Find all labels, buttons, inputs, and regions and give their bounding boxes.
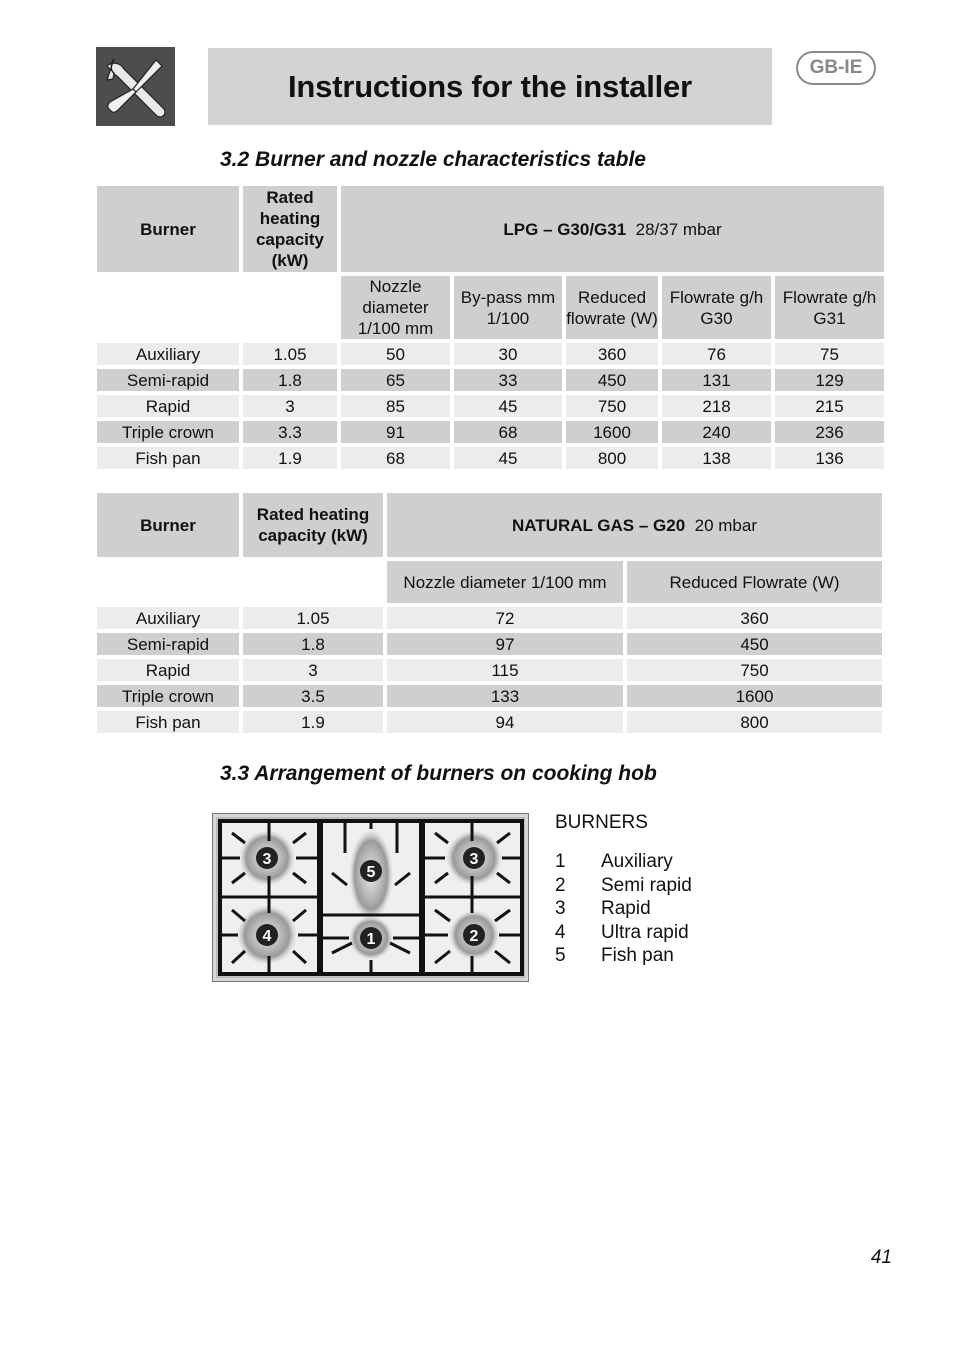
cell: 360 bbox=[627, 607, 882, 629]
gas-pressure: 20 mbar bbox=[694, 515, 757, 535]
region-badge: GB-IE bbox=[796, 51, 876, 85]
gas-name: NATURAL GAS – G20 bbox=[511, 515, 686, 535]
cell: 129 bbox=[775, 369, 884, 391]
cell: 65 bbox=[341, 369, 450, 391]
legend-name: Semi rapid bbox=[601, 874, 692, 896]
table-row bbox=[97, 395, 884, 417]
cell: 240 bbox=[662, 421, 771, 443]
table-row bbox=[97, 369, 884, 391]
cell: 97 bbox=[387, 633, 623, 655]
header-capacity: Rated heating capacity (kW) bbox=[243, 493, 383, 557]
sub-header: Reduced flowrate (W) bbox=[566, 276, 658, 339]
header-burner: Burner bbox=[97, 186, 239, 272]
cell: 3 bbox=[243, 395, 337, 417]
legend-name: Ultra rapid bbox=[601, 921, 689, 943]
table-row bbox=[97, 607, 882, 629]
cell: 85 bbox=[341, 395, 450, 417]
wrench-screwdriver-icon bbox=[96, 47, 175, 126]
cell: Semi-rapid bbox=[97, 369, 239, 391]
sub-header: Nozzle diameter 1/100 mm bbox=[341, 276, 450, 339]
cell: 1.05 bbox=[243, 607, 383, 629]
sub-header: Flowrate g/h G31 bbox=[775, 276, 884, 339]
burner-label: 3 bbox=[469, 851, 479, 868]
legend-number: 1 bbox=[555, 851, 566, 872]
burners-legend-title: BURNERS bbox=[555, 812, 648, 833]
burner-label: 4 bbox=[262, 928, 272, 945]
cell: 45 bbox=[454, 395, 562, 417]
header-gas-type bbox=[341, 186, 884, 272]
cell: 138 bbox=[662, 447, 771, 469]
legend-number: 3 bbox=[555, 898, 566, 919]
cell: 1.05 bbox=[243, 343, 337, 365]
section-title-burner-table: 3.2 Burner and nozzle characteristics table bbox=[220, 148, 646, 171]
legend-number: 5 bbox=[555, 945, 566, 966]
cell: 131 bbox=[662, 369, 771, 391]
legend-name: Fish pan bbox=[601, 945, 674, 966]
cell: 1.8 bbox=[243, 633, 383, 655]
header-banner bbox=[208, 48, 772, 125]
cell: Triple crown bbox=[97, 421, 239, 443]
cell: 218 bbox=[662, 395, 771, 417]
sub-header: By-pass mm 1/100 bbox=[454, 276, 562, 339]
table-row bbox=[97, 343, 884, 365]
burner-label: 1 bbox=[366, 931, 376, 948]
cell: 68 bbox=[454, 421, 562, 443]
page-number: 41 bbox=[870, 1247, 892, 1268]
legend-number: 4 bbox=[555, 921, 566, 943]
cell: 236 bbox=[775, 421, 884, 443]
cell: 45 bbox=[454, 447, 562, 469]
cell: Rapid bbox=[97, 395, 239, 417]
burner-label: 5 bbox=[366, 864, 376, 881]
cell: 360 bbox=[566, 343, 658, 365]
cell: 133 bbox=[387, 685, 623, 707]
burner-label: 2 bbox=[469, 928, 479, 945]
table-row bbox=[97, 659, 882, 681]
gas-pressure: 28/37 mbar bbox=[635, 219, 722, 239]
cell: Rapid bbox=[97, 659, 239, 681]
cell: 115 bbox=[387, 659, 623, 681]
cell: 1.8 bbox=[243, 369, 337, 391]
cell: 750 bbox=[566, 395, 658, 417]
page-title: Instructions for the installer bbox=[288, 68, 692, 104]
cell: 1.9 bbox=[243, 447, 337, 469]
table-row bbox=[97, 447, 884, 469]
cell: Fish pan bbox=[97, 447, 239, 469]
legend-item bbox=[555, 897, 692, 921]
legend-item bbox=[555, 874, 692, 898]
header-gas-type bbox=[387, 493, 882, 557]
cell: 800 bbox=[566, 447, 658, 469]
cell: Auxiliary bbox=[97, 343, 239, 365]
cell: 1.9 bbox=[243, 711, 383, 733]
cell: 33 bbox=[454, 369, 562, 391]
lpg-table bbox=[93, 182, 888, 473]
header-burner: Burner bbox=[97, 493, 239, 557]
cell: 91 bbox=[341, 421, 450, 443]
table-row bbox=[97, 633, 882, 655]
cell: 3 bbox=[243, 659, 383, 681]
cell: 750 bbox=[627, 659, 882, 681]
cell: 72 bbox=[387, 607, 623, 629]
sub-header-row bbox=[97, 561, 882, 603]
legend-item bbox=[555, 944, 692, 968]
cell: 50 bbox=[341, 343, 450, 365]
cell: 68 bbox=[341, 447, 450, 469]
table-row bbox=[97, 685, 882, 707]
table-row bbox=[97, 711, 882, 733]
cell: 94 bbox=[387, 711, 623, 733]
sub-header: Flowrate g/h G30 bbox=[662, 276, 771, 339]
hob-diagram bbox=[212, 813, 529, 982]
cell: 215 bbox=[775, 395, 884, 417]
cell: 136 bbox=[775, 447, 884, 469]
cell: Auxiliary bbox=[97, 607, 239, 629]
cell: Triple crown bbox=[97, 685, 239, 707]
cell: 800 bbox=[627, 711, 882, 733]
burner-label: 3 bbox=[262, 851, 272, 868]
legend-name: Rapid bbox=[601, 898, 651, 919]
cell: 3.3 bbox=[243, 421, 337, 443]
cell: 75 bbox=[775, 343, 884, 365]
cell: 30 bbox=[454, 343, 562, 365]
sub-header: Reduced Flowrate (W) bbox=[627, 561, 882, 603]
cell: 76 bbox=[662, 343, 771, 365]
sub-header: Nozzle diameter 1/100 mm bbox=[387, 561, 623, 603]
sub-header-row bbox=[97, 276, 884, 339]
cell: 1600 bbox=[566, 421, 658, 443]
cell: 450 bbox=[566, 369, 658, 391]
cell: 450 bbox=[627, 633, 882, 655]
header-capacity: Rated heating capacity (kW) bbox=[243, 186, 337, 272]
burners-legend bbox=[555, 812, 692, 968]
natural-gas-table bbox=[93, 489, 886, 737]
legend-item bbox=[555, 850, 692, 874]
cell: 1600 bbox=[627, 685, 882, 707]
legend-item bbox=[555, 921, 692, 945]
cell: Fish pan bbox=[97, 711, 239, 733]
gas-name: LPG – G30/G31 bbox=[503, 219, 627, 239]
legend-name: Auxiliary bbox=[601, 851, 673, 872]
section-title-burner-arrangement: 3.3 Arrangement of burners on cooking hob bbox=[220, 762, 657, 785]
table-row bbox=[97, 421, 884, 443]
cell: 3.5 bbox=[243, 685, 383, 707]
cell: Semi-rapid bbox=[97, 633, 239, 655]
legend-number: 2 bbox=[555, 874, 566, 896]
